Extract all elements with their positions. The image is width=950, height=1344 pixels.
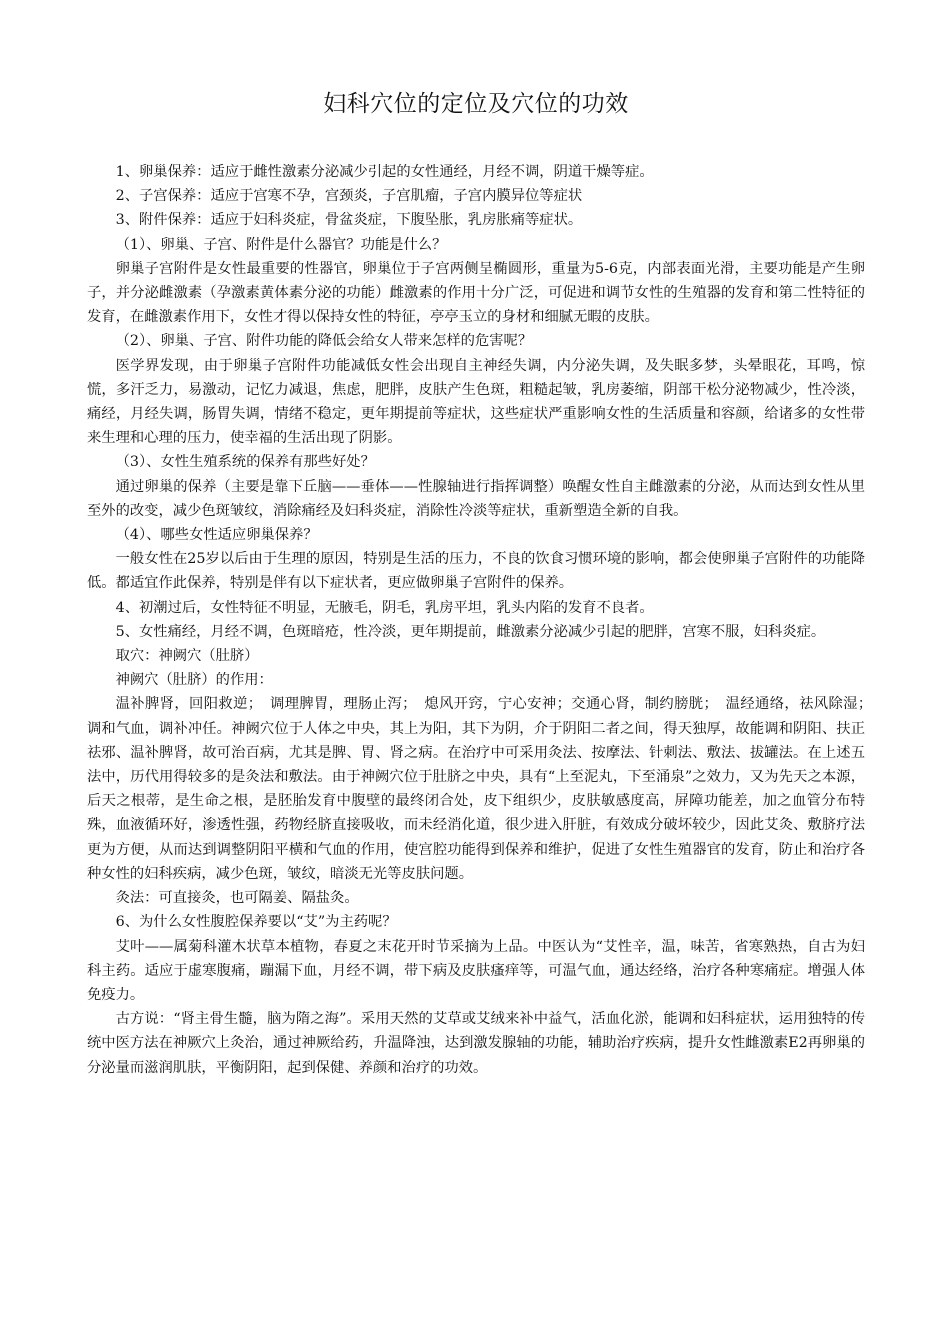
paragraph-7: 一般女性在25岁以后由于生理的原因，特别是生活的压力，不良的饮食习惯环境的影响，都会使卵巢子宫附件的功能降低。都适宜作此保养，特别是伴有以下症状者，更应做卵巢子宫附件的保养。 (87, 551, 865, 592)
question-6: 6、为什么女性腹腔保养要以“艾”为主药呢？ (115, 914, 397, 931)
paragraph-10: 温补脾肾，回阳救逆； 调理脾胃，理肠止泻； 熄风开窍，宁心安神；交通心肾，制约膀胱； 温经通络，祛风除湿； 调和气血，调补冲任。神阙穴位于人体之中央，其上为阳，其下为阴，介于阴阳二者之间，得天独厚，故能调和阴阳、扶正祛邪、温补脾肾，故可治百病，尤其是脾、胃、肾之病。在治疗中可采用灸法、按摩法、针刺法、敷法、拔罐法。在上述五法中，历代用得较多的是灸法和敷法。由于神阙穴位于肚脐之中央，具有“上至泥丸，下至涌泉”之效力，又为先天之本源，后天之根蒂，是生命之根，是胚胎发育中腹壁的最终闭合处，皮下组织少，皮肤敏感度高，屏障功能差，加之血管分布特殊，血液循环好，渗透性强，药物经脐直接吸收，而未经消化道，很少进入肝脏，有效成分破坏较少，因此艾灸、敷脐疗法更为方便，从而达到调整阴阳平横和气血的作用，使宫腔功能得到保养和维护，促进了女性生殖器官的发育，防止和治疗各种女性的妇科疾病，减少色斑，皱纹，暗淡无光等皮肤问题。 (87, 696, 880, 882)
paragraph-4: 卵巢子宫附件是女性最重要的性器官，卵巢位于子宫两侧呈椭圆形，重量为5-6克，内部表面光滑，主要功能是产生卵子，并分泌雌激素（孕激素黄体素分泌的功能）雌激素的作用十分广泛，可促进和调节女性的生殖器的发育和第二性特征的发育，在雌激素作用下，女性才得以保持女性的特征，亭亭玉立的身材和细腻无暇的皮肤。 (87, 260, 865, 326)
paragraph-8: 4、初潮过后，女性特征不明显，无腋毛，阴毛，乳房平坦，乳头内陷的发育不良者。 (115, 599, 654, 616)
paragraph-6: 通过卵巢的保养（主要是靠下丘脑——垂体——性腺轴进行指挥调整）唤醒女性自主雌激素的分泌，从而达到女性从里至外的改变，减少色斑皱纹，消除痛经及妇科炎症，消除性冷淡等症状，重新塑造全新的自我。 (87, 478, 865, 519)
moxibustion-method: 灸法：可直接灸，也可隔姜、隔盐灸。 (115, 890, 359, 907)
question-4: （4）、哪些女性适应卵巢保养？ (115, 527, 318, 544)
paragraph-12: 古方说：“肾主骨生髓，脑为隋之海”。采用天然的艾草或艾绒来补中益气，活血化淤，能调和妇科症状，运用独特的传统中医方法在神厥穴上灸治，通过神厥给药，升温降浊，达到激发腺轴的功能，辅助治疗疾病，提升女性雌激素E2再卵巢的分泌量而滋润肌肤，平衡阴阳，起到保健、养颜和治疗的功效。 (87, 1011, 865, 1076)
question-1: （1）、卵巢、子宫、附件是什么器官？功能是什么？ (115, 236, 447, 253)
paragraph-2: 2、子宫保养：适应于宫寒不孕，宫颈炎，子宫肌瘤，子宫内膜异位等症状 (115, 188, 583, 205)
paragraph-11: 艾叶——属菊科灌木状草本植物，春夏之末花开时节采摘为上品。中医认为“艾性辛，温，味苦，省寒熟热，自古为妇科主药。适应于虚寒腹痛，蹦漏下血，月经不调，带下病及皮肤瘙痒等，可温气血，通达经络，治疗各种寒痛症。增强人体免疫力。 (87, 938, 865, 1003)
acupoint-selection: 取穴：神阙穴（肚脐） (115, 648, 259, 665)
document-title: 妇科穴位的定位及穴位的功效 (323, 91, 629, 117)
document-body (87, 160, 880, 1080)
acupoint-function-heading: 神阙穴（肚脐）的作用： (115, 672, 273, 689)
document-page (87, 88, 880, 1080)
question-2: （2）、卵巢、子宫、附件功能的降低会给女人带来怎样的危害呢？ (115, 333, 533, 350)
paragraph-9: 5、女性痛经，月经不调，色斑暗疮，性冷淡，更年期提前，雌激素分泌减少引起的肥胖，宫寒不服，妇科炎症。 (115, 623, 826, 640)
paragraph-5: 医学界发现，由于卵巢子宫附件功能减低女性会出现自主神经失调，内分泌失调，及失眠多梦，头晕眼花，耳鸣，惊慌，多汗乏力，易激动，记忆力减退，焦虑，肥胖，皮肤产生色斑，粗糙起皱，乳房萎缩，阴部干松分泌物减少，性冷淡，痛经，月经失调，肠胃失调，情绪不稳定，更年期提前等症状，这些症状严重影响女性的生活质量和容颜，给诸多的女性带来生理和心理的压力，使幸福的生活出现了阴影。 (87, 357, 865, 447)
paragraph-1: 1、卵巢保养：适应于雌性激素分泌减少引起的女性通经，月经不调，阴道干燥等症。 (115, 164, 654, 180)
question-3: （3）、女性生殖系统的保养有那些好处？ (115, 454, 375, 471)
paragraph-3: 3、附件保养：适应于妇科炎症，骨盆炎症，下腹坠胀，乳房胀痛等症状。 (115, 212, 583, 229)
